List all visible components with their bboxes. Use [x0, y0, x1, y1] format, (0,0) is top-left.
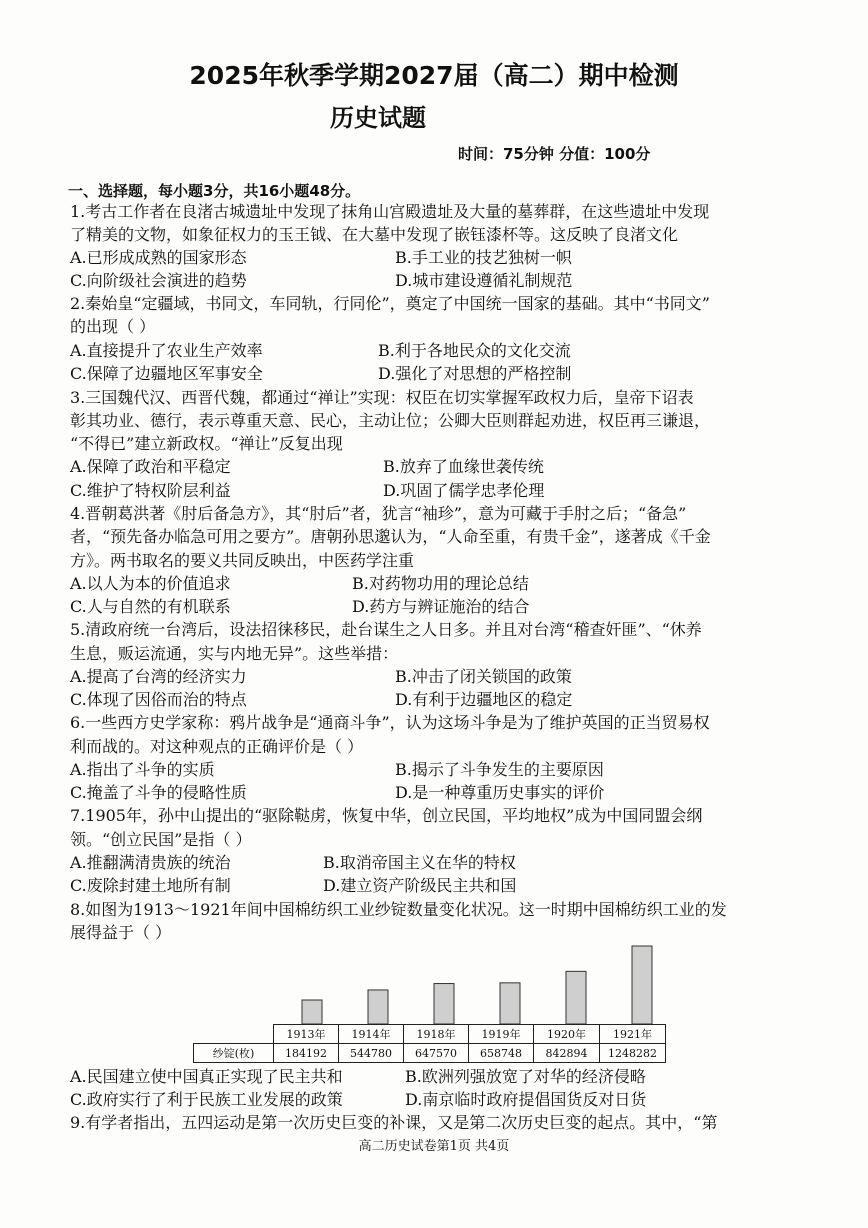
bar-1921年 — [632, 946, 652, 1024]
question-4-option-b: B.对药物功用的理论总结 — [352, 574, 529, 593]
page-footer: 高二历史试卷第1页 共4页 — [358, 1139, 510, 1154]
question-6-option-c: C.掩盖了斗争的侵略性质 — [70, 783, 247, 802]
question-3-line-1: 3.三国魏代汉、西晋代魏，都通过“禅让”实现：权臣在切实掌握军政权力后，皇帝下诏表 — [70, 388, 694, 407]
question-4-line-1: 4.晋朝葛洪著《肘后备急方》，其“肘后”者，犹言“袖珍”，意为可藏于手肘之后；“备急” — [70, 504, 687, 523]
question-4-line-2: 者，“预先备办临急可用之要方”。唐朝孙思邈认为，“人命至重，有贵千金”，遂著成《千金 — [70, 527, 711, 546]
year-cell: 1914年 — [339, 1025, 404, 1044]
year-cell: 1918年 — [404, 1025, 469, 1044]
question-2-line-1: 2.秦始皇“定疆域，书同文，车同轨，行同伦”，奠定了中国统一国家的基础。其中“书同文” — [70, 294, 710, 313]
spindle-table — [193, 1024, 666, 1063]
question-7-option-a: A.推翻满清贵族的统治 — [70, 853, 231, 872]
exam-subtitle: 历史试题 — [330, 104, 426, 132]
exam-meta: 时间：75分钟 分值：100分 — [458, 145, 651, 163]
question-8-option-d: D.南京临时政府提倡国货反对日货 — [405, 1090, 647, 1109]
question-5-option-d: D.有利于边疆地区的稳定 — [395, 690, 573, 709]
question-7-option-d: D.建立资产阶级民主共和国 — [323, 876, 517, 895]
year-cell: 1921年 — [600, 1025, 666, 1044]
question-1-option-c: C.向阶级社会演进的趋势 — [70, 271, 247, 290]
year-cell: 1920年 — [534, 1025, 600, 1044]
row-label: 纱锭(枚) — [194, 1044, 274, 1063]
question-4-line-3: 方》。两书取名的要义共同反映出，中医药学注重 — [70, 551, 415, 570]
question-1-option-d: D.城市建设遵循礼制规范 — [395, 271, 573, 290]
question-5-option-b: B.冲击了闭关锁国的政策 — [395, 667, 572, 686]
question-6-option-d: D.是一种尊重历史事实的评价 — [395, 783, 605, 802]
exam-title: 2025年秋季学期2027届（高二）期中检测 — [189, 61, 679, 90]
question-8-line-2: 展得益于（ ） — [70, 923, 172, 942]
question-2-line-2: 的出现（ ） — [70, 317, 156, 336]
value-cell: 658748 — [469, 1044, 534, 1063]
year-cell: 1919年 — [469, 1025, 534, 1044]
question-3-line-3: “不得已”建立新政权。“禅让”反复出现 — [70, 434, 343, 453]
question-7-option-b: B.取消帝国主义在华的特权 — [323, 853, 516, 872]
question-4-option-d: D.药方与辨证施治的结合 — [352, 597, 530, 616]
question-6-line-2: 利而战的。对这种观点的正确评价是（ ） — [70, 737, 364, 756]
question-6-option-b: B.揭示了斗争发生的主要原因 — [395, 760, 604, 779]
value-cell: 1248282 — [600, 1044, 666, 1063]
value-cell: 842894 — [534, 1044, 600, 1063]
question-3-option-a: A.保障了政治和平稳定 — [70, 457, 231, 476]
bar-1913年 — [302, 1000, 322, 1024]
question-6-line-1: 6.一些西方史学家称：鸦片战争是“通商斗争”，认为这场斗争是为了维护英国的正当贸易权 — [70, 713, 710, 732]
question-1-line-2: 了精美的文物，如象征权力的玉王钺、在大墓中发现了嵌钰漆杯等。这反映了良渚文化 — [70, 225, 679, 244]
question-1-line-1: 1.考古工作者在良渚古城遗址中发现了抹角山宫殿遗址及大量的墓葬群，在这些遗址中发现 — [70, 202, 710, 221]
question-4-option-c: C.人与自然的有机联系 — [70, 597, 231, 616]
question-5-line-1: 5.清政府统一台湾后，设法招徕移民，赴台谋生之人日多。并且对台湾“稽查奸匪”、“休养 — [70, 620, 702, 639]
value-cell: 647570 — [404, 1044, 469, 1063]
question-8-option-b: B.欧洲列强放宽了对华的经济侵略 — [405, 1067, 646, 1086]
question-2-option-d: D.强化了对思想的严格控制 — [378, 364, 572, 383]
question-2-option-a: A.直接提升了农业生产效率 — [70, 341, 263, 360]
table-corner — [194, 1025, 274, 1044]
question-3-option-d: D.巩固了儒学忠孝伦理 — [383, 481, 545, 500]
bar-1918年 — [434, 984, 454, 1024]
section-heading: 一、选择题，每小题3分，共16小题48分。 — [68, 182, 361, 200]
question-7-line-1: 7.1905年，孙中山提出的“驱除鞑虏，恢复中华，创立民国，平均地权”成为中国同盟会纲 — [70, 806, 703, 825]
question-2-option-b: B.利于各地民众的文化交流 — [378, 341, 571, 360]
value-cell: 184192 — [274, 1044, 339, 1063]
question-4-option-a: A.以人为本的价值追求 — [70, 574, 231, 593]
bar-1920年 — [566, 971, 586, 1024]
question-8-line-1: 8.如图为1913～1921年间中国棉纺织工业纱锭数量变化状况。这一时期中国棉纺织工业的发 — [70, 900, 727, 919]
bar-1919年 — [500, 983, 520, 1024]
question-1-option-a: A.已形成成熟的国家形态 — [70, 248, 247, 267]
question-3-option-c: C.维护了特权阶层利益 — [70, 481, 231, 500]
question-1-option-b: B.手工业的技艺独树一帜 — [395, 248, 572, 267]
question-3-line-2: 彰其功业、德行，表示尊重天意、民心，主动让位；公卿大臣则群起劝进，权臣再三谦退， — [70, 411, 711, 430]
question-9-line-1: 9.有学者指出，五四运动是第一次历史巨变的补课，又是第二次历史巨变的起点。其中，“第 — [70, 1113, 718, 1132]
question-5-option-a: A.提高了台湾的经济实力 — [70, 667, 247, 686]
question-2-option-c: C.保障了边疆地区军事安全 — [70, 364, 263, 383]
value-cell: 544780 — [339, 1044, 404, 1063]
question-8-option-a: A.民国建立使中国真正实现了民主共和 — [70, 1067, 343, 1086]
bar-1914年 — [368, 990, 388, 1024]
question-5-option-c: C.体现了因俗而治的特点 — [70, 690, 247, 709]
question-7-line-2: 领。“创立民国”是指（ ） — [70, 830, 252, 849]
question-6-option-a: A.指出了斗争的实质 — [70, 760, 215, 779]
question-7-option-c: C.废除封建土地所有制 — [70, 876, 231, 895]
spindle-bar-chart — [193, 940, 676, 1026]
question-3-option-b: B.放弃了血缘世袭传统 — [383, 457, 544, 476]
question-5-line-2: 生息，贩运流通，实与内地无异”。这些举措： — [70, 644, 399, 663]
year-cell: 1913年 — [274, 1025, 339, 1044]
question-8-option-c: C.政府实行了利于民族工业发展的政策 — [70, 1090, 343, 1109]
